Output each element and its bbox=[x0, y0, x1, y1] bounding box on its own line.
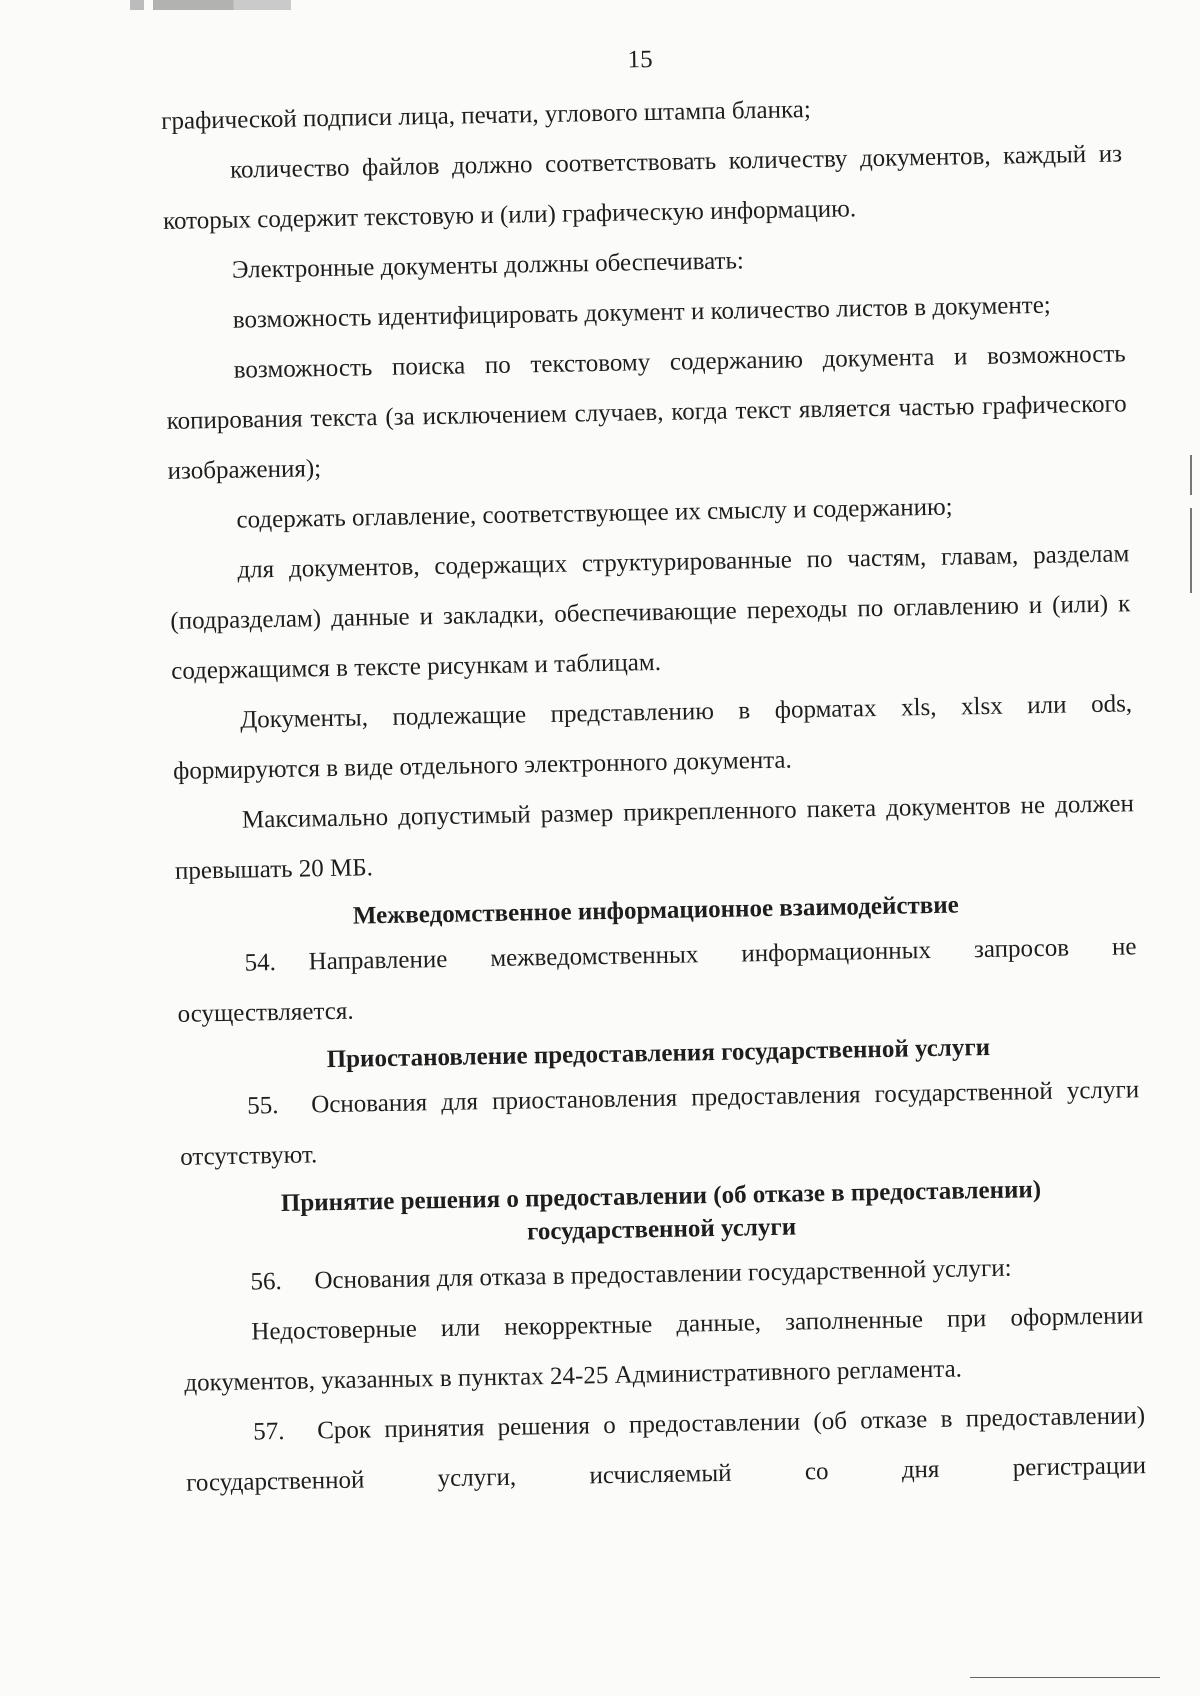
scan-bottom-line bbox=[970, 1677, 1160, 1678]
paragraph: Недостоверные или некорректные данные, заполненные при оформлении документов, указанных в пунктах 24-25 Административного регламента. bbox=[184, 1302, 1144, 1397]
numbered-item bbox=[185, 1391, 1147, 1509]
heading-line: Принятие решения о предоставлении (об отказе в предоставлении) bbox=[280, 1176, 1042, 1217]
paragraph: содержать оглавление, соответствующее их смыслу и содержанию; bbox=[236, 493, 953, 534]
paragraph: возможность поиска по текстовому содержанию документа и возможность копирования текста (за исключением случаев, когда текст является частью графического изображения); bbox=[166, 340, 1127, 485]
item-text: Срок принятия решения о предоставлении (об отказе в предоставлении) государственной услуги, исчисляемый со дня регистрации bbox=[185, 1402, 1147, 1497]
item-text: Направление межведомственных информационных запросов не осуществляется. bbox=[177, 933, 1137, 1028]
item-number: 54. bbox=[244, 949, 277, 977]
item-text: Основания для отказа в предоставлении государственной услуги: bbox=[314, 1254, 1012, 1295]
item-text: Основания для приостановления предоставления государственной услуги отсутствуют. bbox=[179, 1076, 1140, 1171]
section-heading: Межведомственное информационное взаимодействие bbox=[352, 891, 959, 930]
section-heading: Приостановление предоставления государственной услуги bbox=[326, 1033, 991, 1074]
paragraph: графической подписи лица, печати, углового штампа бланка; bbox=[160, 96, 812, 135]
numbered-item bbox=[179, 1065, 1141, 1183]
scan-edge-mark bbox=[1190, 455, 1192, 495]
scan-artifact bbox=[130, 0, 360, 10]
item-number: 55. bbox=[247, 1092, 279, 1120]
paragraph: возможность идентифицировать документ и количество листов в документе; bbox=[232, 291, 1051, 334]
paragraph: для документов, содержащих структурированные по частям, главам, разделам (подразделам) данные и закладки, обеспечивающие переходы по оглавлению и (или) к содержащимся в тексте рисункам и таблицам. bbox=[170, 540, 1131, 685]
paragraph: Документы, подлежащие представлению в форматах xls, xlsx или ods, формируются в виде отдельного электронного документа. bbox=[172, 690, 1133, 785]
scan-edge-mark bbox=[1190, 508, 1192, 593]
section-heading bbox=[181, 1171, 1142, 1255]
item-number: 56. bbox=[250, 1267, 282, 1296]
paragraph: Электронные документы должны обеспечивать: bbox=[231, 247, 745, 284]
paragraph: количество файлов должно соответствовать количеству документов, каждый из которых содержит текстовую и (или) графическую информацию. bbox=[162, 140, 1123, 235]
document-page bbox=[160, 37, 1146, 1508]
item-number: 57. bbox=[253, 1417, 285, 1446]
page-number: 15 bbox=[627, 45, 653, 74]
numbered-item bbox=[176, 922, 1138, 1040]
heading-line: государственной услуги bbox=[526, 1213, 797, 1246]
paragraph: Максимально допустимый размер прикрепленного пакета документов не должен превышать 20 МБ. bbox=[174, 790, 1135, 885]
